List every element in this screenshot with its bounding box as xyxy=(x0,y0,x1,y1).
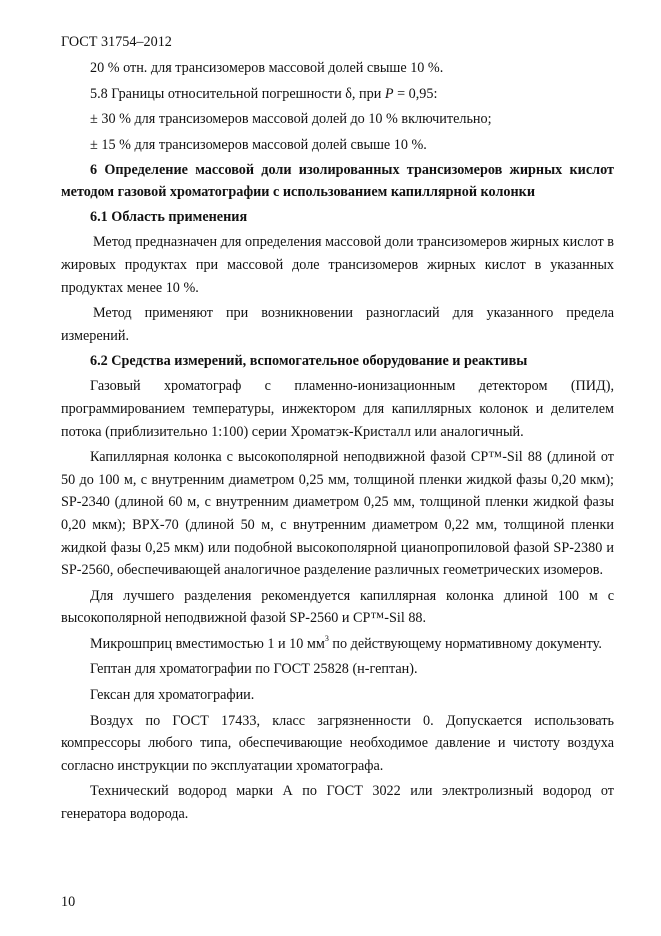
paragraph-method-use: Метод применяют при возникновении разногласий для указанного предела измерений. xyxy=(61,305,614,344)
page-number: 10 xyxy=(61,894,76,910)
paragraph-capillary-column: Капиллярная колонка с высокополярной неподвижной фазой CP™-Sil 88 (длиной от 50 до 100 м, с внутренним диаметром 0,25 мм, толщиной пленки жидкой фазы 0,20 мкм); SP-2340 (длиной 60 м, с внутренним диаметром 0,25 мм, толщиной пленки жидкой фазы 0,20 мкм); BPX-70 (длиной 50 м, с внутренним диаметром 0,22 мм, толщиной пленки жидкой фазы 0,25 мкм) или подобной высокополярной цианопропиловой фазой SP-2380 и SP-2560, обеспечивающей аналогичное разделение различных геометрических изомеров. xyxy=(61,449,614,579)
paragraph-hydrogen: Технический водород марки А по ГОСТ 3022 или электролизный водород от генератора водорода. xyxy=(61,783,614,823)
paragraph-chromatograph: Газовый хроматограф с пламенно-ионизационным детектором (ПИД), программированием температуры, инжектором для капиллярных колонок и делителем потока (приблизительно 1:100) серии Хроматэк-Кристалл или аналогичный. xyxy=(61,378,614,440)
paragraph-bound-above-10: ± 15 % для трансизомеров массовой долей свыше 10 %. xyxy=(90,136,427,153)
section-heading-6-2: 6.2 Средства измерений, вспомогательное оборудование и реактивы xyxy=(90,353,528,370)
paragraph-best-separation: Для лучшего разделения рекомендуется капиллярная колонка длиной 100 м с высокополярной неподвижной фазой SP-2560 и CP™-Sil 88. xyxy=(61,587,614,627)
paragraph-bound-up-to-10: ± 30 % для трансизомеров массовой долей до 10 % включительно; xyxy=(90,111,492,128)
paragraph-method-purpose: Метод предназначен для определения массовой доли трансизомеров жирных кислот в жировых продуктах при массовой доле трансизомеров жирных кислот в указанных продуктах менее 10 %. xyxy=(61,234,614,296)
paragraph-error-bounds: 5.8 Границы относительной погрешности δ, при P = 0,95: xyxy=(90,85,438,102)
paragraph-air: Воздух по ГОСТ 17433, класс загрязненности 0. Допускается использовать компрессоры любого типа, обеспечивающие необходимое давление и чистоту воздуха согласно инструкции по эксплуатации хроматографа. xyxy=(61,712,614,774)
section-heading-6-1: 6.1 Область применения xyxy=(90,209,248,226)
paragraph-hexane: Гексан для хроматографии. xyxy=(90,687,255,704)
section-heading-6: 6 Определение массовой доли изолированных трансизомеров жирных кислот методом газовой хроматографии с использованием капиллярной колонки xyxy=(61,162,614,201)
paragraph-relative-error: 20 % отн. для трансизомеров массовой долей свыше 10 %. xyxy=(90,60,444,76)
paragraph-heptane: Гептан для хроматографии по ГОСТ 25828 (н-гептан). xyxy=(90,661,418,678)
paragraph-microsyringe: Микрошприц вместимостью 1 и 10 $мм^3$ по действующему нормативному документу. xyxy=(90,633,602,652)
page-header: ГОСТ 31754–2012 xyxy=(61,34,172,50)
page-content xyxy=(61,57,614,826)
